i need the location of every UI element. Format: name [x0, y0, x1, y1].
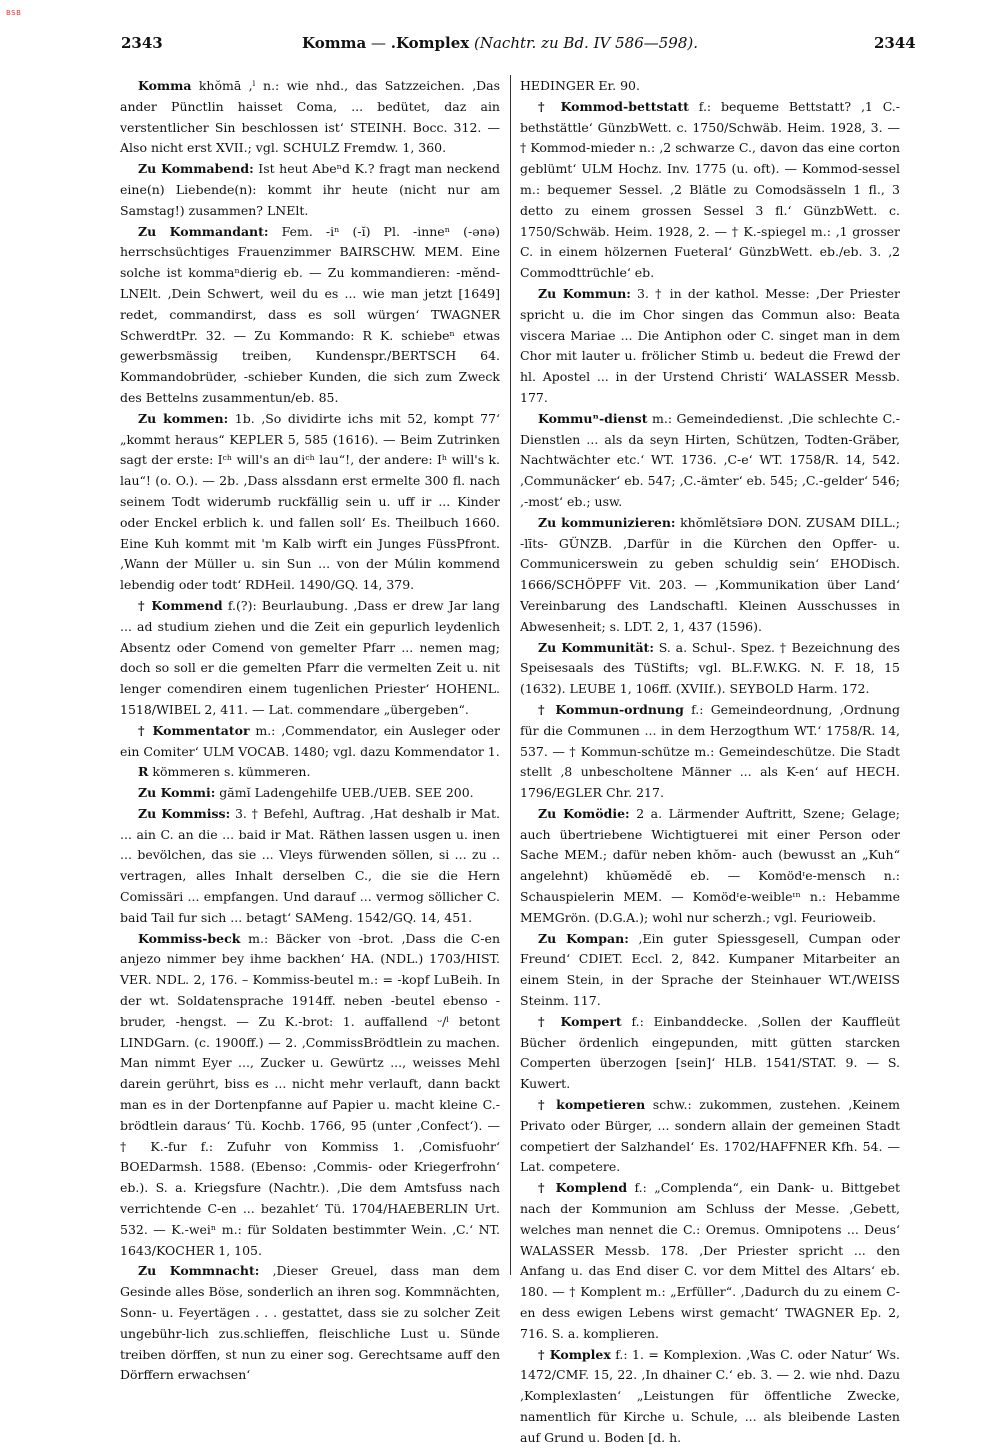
entry-text: S. a. Schul-. Spez. † Bezeichnung des Speisesaals des TüStifts; vgl. BL.F.W.KG. N. F. 18, 15 (1632). LEUBE 1, 106ff. (XVIIf.). SEYBOLD Harm. 172.	[520, 639, 900, 697]
entry-text: m.: Gemeindedienst. ‚Die schlechte C.-Dienstlen ... als da seyn Hirten, Schützen, Todten-Gräber, Nachtwächter etc.‘ WT. 1736. ‚C-e‘ WT. 1758/R. 14, 542. ‚Communäcker‘ eb. 547; ‚C.-ämter‘ eb. 545; ‚C.-gelder‘ 546; ‚-most‘ eb.; usw.	[520, 410, 901, 509]
dictionary-entry	[120, 1261, 500, 1386]
dictionary-entry	[120, 222, 500, 409]
entry-headword: Zu kommen:	[138, 410, 229, 426]
entry-headword: † Kompert	[538, 1013, 622, 1029]
dictionary-entry	[520, 1345, 900, 1449]
entry-headword: Kommuⁿ-dienst	[538, 410, 648, 426]
entry-headword: † Kommentator	[138, 722, 250, 738]
dictionary-entry	[520, 284, 900, 409]
running-title-a: Komma	[302, 34, 367, 52]
entry-text: ‚Dieser Greuel, dass man dem Gesinde alles Böse, sonderlich an ihren sog. Kommnächten, Sonn- u. Feyertägen . . . gestattet, dass sie zu solcher Zeit ungebühr-lich zus.schlieffen, fleischliche Lust u. Sünde treiben dörffen, st nun zu einer sog. Gerechtsame auff den Dörffern erwachsen‘	[120, 1263, 500, 1383]
entry-headword: Zu Kommi:	[138, 785, 216, 801]
dictionary-entry	[520, 97, 900, 284]
entry-text: kömmeren s. kümmeren.	[148, 764, 311, 780]
entry-text: khŏmlĕtsīərə DON. ZUSAM DILL.; -līts- GÜNZB. ‚Darfür in die Kürchen den Opffer- u. Communicerswein zu geben schuldig sein‘ EHODisch. 1666/SCHÖPFF Vit. 203. — ‚Kommunikation über Land‘ Vereinbarung des Landschaftl. Kleinen Ausschusses in Abwesenheit; s. LDT. 2, 1, 437 (1596).	[520, 514, 900, 634]
entry-text: HEDINGER Er. 90.	[520, 78, 640, 93]
entry-text: f.: Einbanddecke. ‚Sollen der Kauffleüt Bücher ördenlich eingepunden, mitt gütten starcken Comperten überzogen [sein]‘ HLB. 1541/STAT. 9. — S. Kuwert.	[520, 1013, 900, 1092]
running-note: (Nachtr. zu Bd. IV 586—598).	[474, 34, 698, 52]
left-column	[120, 76, 500, 1386]
dictionary-entry	[120, 721, 500, 763]
entry-text: f.(?): Beurlaubung. ‚Dass er drew Jar lang ... ad studium ziehen und die Zeit ein gepurlich leydenlich Absentz oder Comend von gemelter Pfarr ... nemen mag; doch so soll er die gemelten Pfarr die vermelten Zeit u. nit lenger comendiren einem tugenlichen Priester‘ HOHENL. 1518/WIBEL 2, 411. — Lat. commendare „übergeben“.	[120, 597, 500, 717]
entry-headword: † kompetieren	[538, 1097, 646, 1113]
entry-headword: † Kommun-ordnung	[538, 701, 684, 717]
entry-headword: Zu Kommnacht:	[138, 1263, 260, 1279]
dictionary-entry	[120, 804, 500, 929]
entry-headword: Kommiss-beck	[138, 930, 241, 946]
running-dash: —	[370, 34, 386, 52]
entry-headword: Komma	[138, 78, 192, 93]
dictionary-entry	[520, 513, 900, 638]
entry-headword: † Komplend	[538, 1180, 628, 1196]
dictionary-entry	[520, 638, 900, 700]
dictionary-entry	[120, 76, 500, 159]
right-column	[520, 76, 900, 1449]
dictionary-entry	[520, 1095, 900, 1178]
entry-text: ‚Ein guter Spiessgesell, Cumpan oder Freund‘ CDIET. Eccl. 2, 842. Kumpaner Mitarbeiter an einem Stein, in der Sprache der Steinhauer WT./WEISS Steinm. 117.	[520, 930, 900, 1009]
dictionary-entry	[520, 1012, 900, 1095]
dictionary-entry	[520, 804, 900, 929]
entry-headword: Zu Kommabend:	[138, 161, 254, 177]
entry-text: 3. † Befehl, Auftrag. ‚Hat deshalb ir Mat. ... ain C. an die ... baid ir Mat. Räthen lassen usgen u. inen ... bevölchen, das sie ... Vleys fürwenden söllen, si ... zu .. vertragen, alles Inhalt derselben C., die sie die Hern Comissäri ... empfangen. Und darauf ... vermog söllicher C. baid Tail fur sich ... betagt‘ SAMeng. 1542/GQ. 14, 451.	[120, 805, 500, 925]
entry-text: khŏmā ,ˡ n.: wie nhd., das Satzzeichen. ‚Das ander Pünctlin haisset Coma, ... bedütet, daz ain verstentlicher Sin beschlossen ist‘ STEINH. Bocc. 312. — Also nicht erst XVII.; vgl. SCHULZ Fremdw. 1, 360.	[120, 78, 500, 156]
entry-headword: † Kommod-bettstatt	[538, 98, 689, 114]
dictionary-entry	[120, 762, 500, 783]
entry-headword: Zu Komödie:	[538, 805, 630, 821]
entry-headword: Zu Kommun:	[538, 285, 631, 301]
entry-headword: Zu kommunizieren:	[538, 514, 676, 530]
dictionary-entry	[520, 700, 900, 804]
dictionary-entry	[520, 1178, 900, 1344]
entry-headword: Zu Kommunität:	[538, 639, 654, 655]
entry-text: f.: „Complenda“, ein Dank- u. Bittgebet nach der Kommunion am Schluss der Messe. ‚Gebett, welches man nennet die C.: Oremus. Omnipotens ... Deus‘ WALASSER Messb. 178. ‚Der Priester spricht ... den Anfang u. das End diser C. vor dem Mittel des Altars‘ eb. 180. — † Komplent m.: „Erfüller“. ‚Dadurch du zu einem C-en dess ewigen Lebens wirst gemacht‘ TWAGNER Ep. 2, 716. S. a. komplieren.	[520, 1180, 901, 1341]
entry-text: Ist heut Abeⁿd K.? fragt man neckend eine(n) Liebende(n): kommt ihr heute (nicht nur am Samstag!) zusammen? LNElt.	[120, 161, 501, 218]
entry-text: schw.: zukommen, zustehen. ‚Keinem Privato oder Bürger, ... sondern allain der gemeinen Stadt competiert der Salzhandel‘ Es. 1702/HAFFNER Kfh. 54. — Lat. competere.	[520, 1097, 900, 1175]
dictionary-entry	[520, 76, 900, 97]
entry-headword: Zu Kompan:	[538, 930, 629, 946]
entry-text: f.: Gemeindeordnung, ‚Ordnung für die Communen ... in dem Herzogthum WT.‘ 1758/R. 14, 537. — † Kommun-schütze m.: Gemeindeschütze. Die Stadt stellt ‚8 unbescholtene Männer ... als K-en‘ auf HECH. 1796/EGLER Chr. 217.	[520, 701, 900, 801]
entry-headword: Zu Kommiss:	[138, 805, 231, 821]
entry-headword: R	[138, 764, 149, 780]
dictionary-entry	[520, 929, 900, 1012]
entry-text: 3. † in der kathol. Messe: ‚Der Priester spricht u. die im Chor singen das Commun also: Beata viscera Mariae ... Die Antiphon oder C. singet man in dem Chor mit lauter u. frölicher Stimb u. bedeut die Frewd der hl. Apostel ... in der Urstend Christi‘ WALASSER Messb. 177.	[520, 285, 900, 405]
entry-text: Fem. -iⁿ (-ĭ) Pl. -inneⁿ (-ənə) herrschsüchtiges Frauenzimmer BAIRSCHW. MEM. Eine solche ist kommaⁿdierig eb. — Zu kommandieren: -mĕnd- LNElt. ‚Dein Schwert, weil du es ... wie man jetzt [1649] redet, commandirst, dass es soll würgen‘ TWAGNER SchwerdtPr. 32. — Zu Kommando: R K. schiebeⁿ etwas gewerbsmässig treiben, Kundenspr./BERTSCH 64. Kommandobrüder, -schieber Kunden, die sich zum Zweck des Bettelns zusammentun/eb. 85.	[120, 223, 500, 405]
dictionary-entry	[120, 596, 500, 721]
running-title-b: .Komplex	[390, 34, 470, 52]
entry-headword: † Kommend	[138, 597, 223, 613]
page-number-right: 2344	[874, 34, 916, 52]
entry-text: m.: ‚Commendator, ein Ausleger oder ein Comiter‘ ULM VOCAB. 1480; vgl. dazu Kommendator 1.	[120, 722, 500, 759]
dictionary-entry	[120, 929, 500, 1262]
entry-headword: † Komplex	[538, 1346, 611, 1362]
entry-text: 1b. ‚So dividirte ichs mit 52, kompt 77‘ „kommt heraus“ KEPLER 5, 585 (1616). — Beim Zutrinken sagt der erste: Iᶜʰ will's an diᶜʰ lau“!, der andere: Iʰ will's k. lau“! (o. O.). — 2b. ‚Dass alssdann erst ermelte 300 fl. nach seinem Todt widerumb ruckfällig sein u. uff ir ... Kinder oder Enckel erblich k. und fallen soll‘ Es. Theilbuch 1660. Eine Kuh kommt mit 'm Kalb wirft ein Junges FüssPfront. ‚Wann der Müller u. sin Sun ... von der Múlin kommend lebendig oder todt‘ RDHeil. 1490/GQ. 14, 379.	[120, 410, 500, 593]
entry-text: gămĭ Ladengehilfe UEB./UEB. SEE 200.	[215, 785, 474, 801]
dictionary-entry	[120, 159, 500, 221]
running-title	[0, 34, 1000, 52]
dictionary-entry	[120, 409, 500, 596]
dictionary-entry	[520, 409, 900, 513]
library-stamp: BSB	[6, 9, 22, 17]
dictionary-entry	[120, 783, 500, 804]
page-number-left: 2343	[121, 34, 163, 52]
entry-headword: Zu Kommandant:	[138, 223, 269, 239]
entry-text: f.: 1. = Komplexion. ‚Was C. oder Natur‘ Ws. 1472/CMF. 15, 22. ‚In dhainer C.‘ eb. 3. — 2. wie nhd. Dazu ‚Komplexlasten‘ „Leistungen für öffentliche Zwecke, namentlich für Kirche u. Schule, ... als bleibende Lasten auf Grund u. Boden [d. h.	[520, 1346, 900, 1445]
entry-text: 2 a. Lärmender Auftritt, Szene; Gelage; auch übertriebene Wichtigtuerei mit einer Person oder Sache MEM.; dafür neben khŏm- auch (bewusst an „Kuh“ angelehnt) khŭəmĕdĕ eb. — Komödᶦe-mensch n.: Schauspielerin MEM. — Komödᶦe-weibleᶦⁿ n.: Hebamme MEMGrön. (D.G.A.); wohl nur scherzh.; vgl. Feurioweib.	[520, 805, 900, 925]
entry-text: m.: Bäcker von -brot. ‚Dass die C-en anjezo nimmer bey ihme backhen‘ HA. (NDL.) 1703/HIST. VER. NDL. 2, 176. – Kommiss-beutel m.: = -kopf LuBeih. In der wt. Soldatensprache 1914ff. neben -beutel ebenso -bruder, -hengst. — Zu K.-brot: 1. auffallend ᵕ/ˡ betont LINDGarn. (c. 1900ff.) — 2. ‚CommissBrödtlein zu machen. Man nimmt Eyer ..., Zucker u. Gewürtz ..., weisses Mehl darein gerührt, biss es ... nicht mehr verlauft, dann backt man es in der Dortenpfanne auf Papier u. macht kleine C.-brödtlein daraus‘ Tü. Kochb. 1766, 95 (unter ‚Confect‘). — † K.-fur f.: Zufuhr von Kommiss 1. ‚Comisfuohr‘ BOEDarmsh. 1588. (Ebenso: ‚Commis- oder Kriegerfrohn‘ eb.). S. a. Kriegsfure (Nachtr.). ‚Die dem Amtsfuss nach verrichtende C-en ... bezahlet‘ Tü. 1704/HAEBERLIN Urt. 532. — K.-weiⁿ m.: für Soldaten bestimmter Wein. ‚C.‘ NT. 1643/KOCHER 1, 105.	[120, 930, 500, 1258]
column-divider	[510, 75, 511, 1275]
entry-text: f.: bequeme Bettstatt? ‚1 C.-bethstättle‘ GünzbWett. c. 1750/Schwäb. Heim. 1928, 3. — † Kommod-mieder n.: ‚2 schwarze C., davon das eine corton geblümt‘ ULM Hochz. Inv. 1775 (u. oft). — Kommod-sessel m.: bequemer Sessel. ‚2 Blätle zu Comodsässeln 1 fl., 3 detto zu einem grossen Sessel 3 fl.‘ GünzbWett. c. 1750/Schwäb. Heim. 1928, 2. — † K.-spiegel m.: ‚1 grosser C. in einem hölzernen Fueteral‘ GünzbWett. eb./eb. 3. ‚2 Commodttrüchle‘ eb.	[520, 98, 901, 281]
